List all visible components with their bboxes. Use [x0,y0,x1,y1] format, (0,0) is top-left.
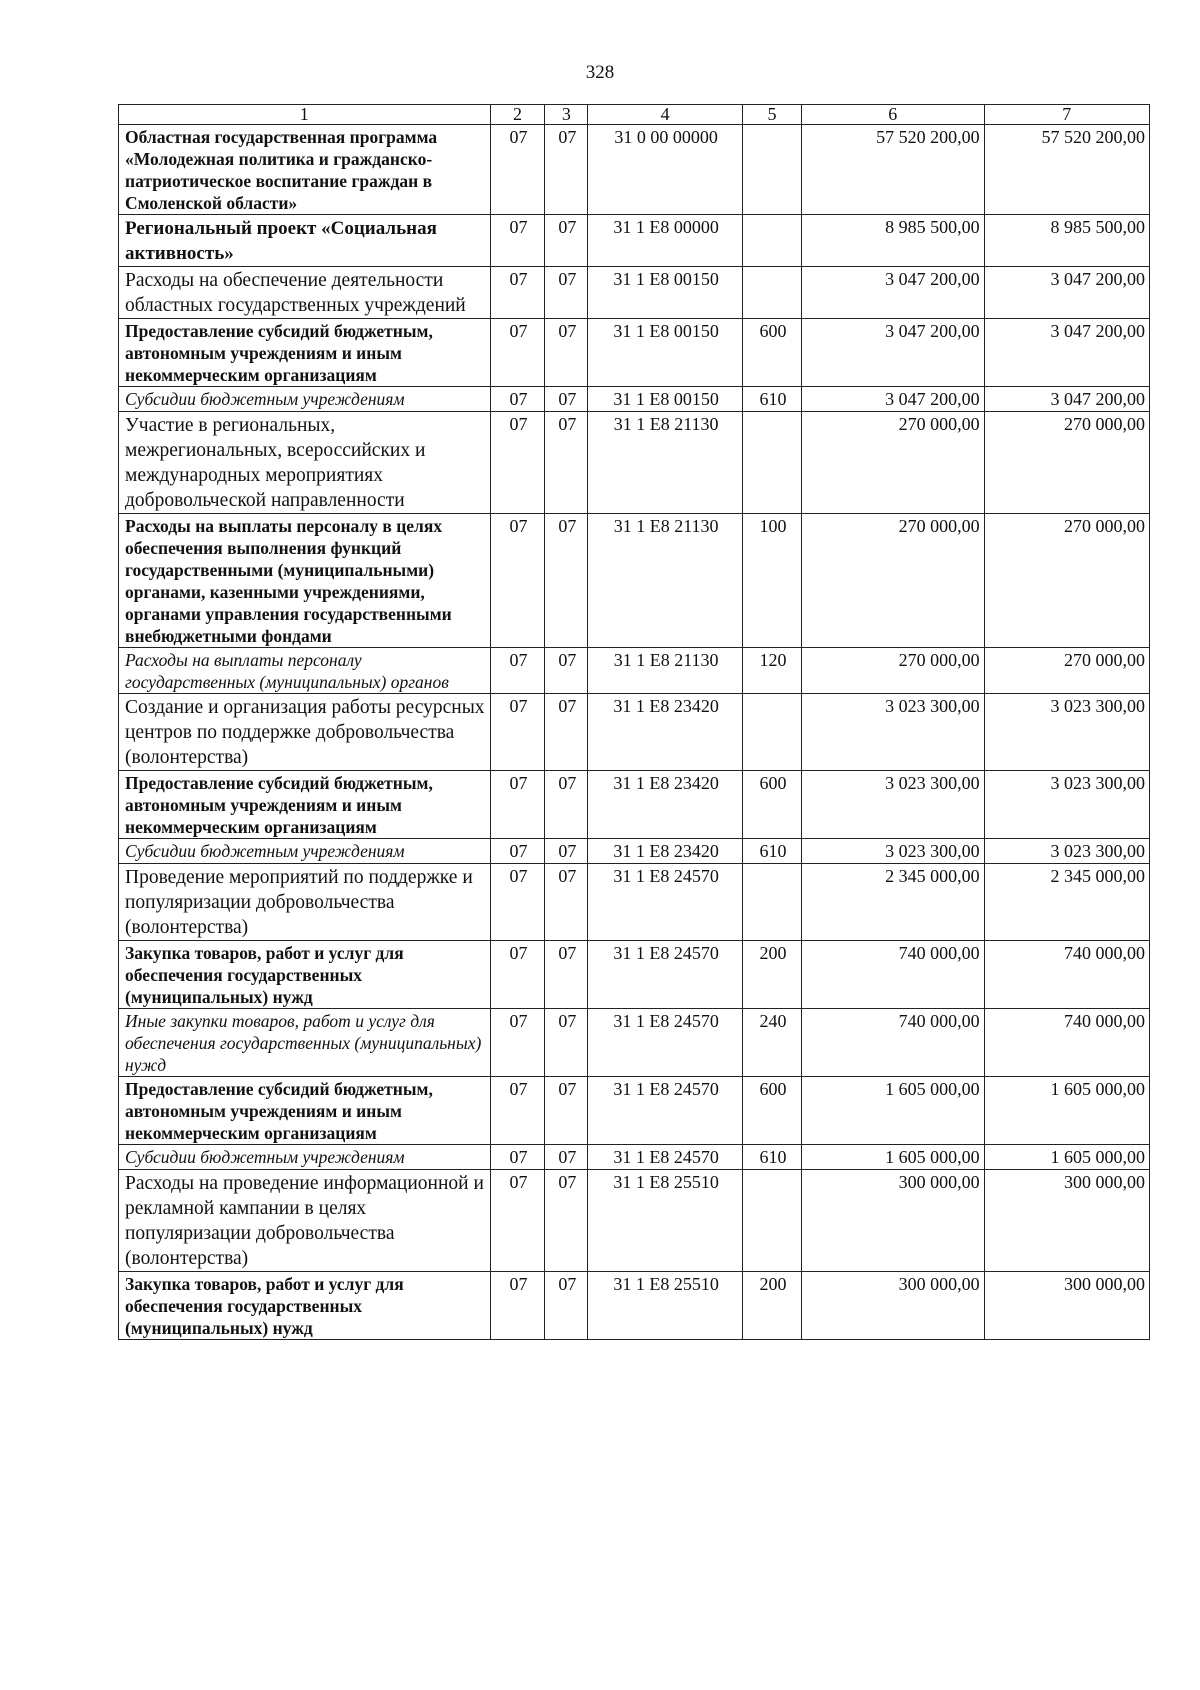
amount-year-2: 300 000,00 [984,1272,1149,1340]
subsection-code: 07 [545,839,588,864]
table-row [119,215,1150,267]
budget-item-name: Региональный проект «Социальная активность» [119,215,491,267]
section-code: 07 [490,215,545,267]
amount-year-2: 3 023 300,00 [984,839,1149,864]
amount-year-1: 3 047 200,00 [802,267,985,319]
target-article-code: 31 1 Е8 24570 [588,1009,743,1077]
subsection-code: 07 [545,1170,588,1272]
target-article-code: 31 1 Е8 00150 [588,387,743,412]
expense-type-code: 600 [742,771,801,839]
budget-item-name: Создание и организация работы ресурсных центров по поддержке добровольчества (волонтерства) [119,694,491,771]
section-code: 07 [490,319,545,387]
section-code: 07 [490,1272,545,1340]
target-article-code: 31 1 Е8 00150 [588,319,743,387]
expense-type-code [742,215,801,267]
amount-year-1: 740 000,00 [802,941,985,1009]
target-article-code: 31 0 00 00000 [588,125,743,215]
target-article-code: 31 1 Е8 24570 [588,1145,743,1170]
amount-year-1: 740 000,00 [802,1009,985,1077]
amount-year-1: 3 047 200,00 [802,387,985,412]
target-article-code: 31 1 Е8 23420 [588,771,743,839]
budget-item-name: Расходы на обеспечение деятельности областных государственных учреждений [119,267,491,319]
subsection-code: 07 [545,387,588,412]
amount-year-1: 270 000,00 [802,412,985,514]
page-number: 328 [585,62,615,83]
amount-year-2: 300 000,00 [984,1170,1149,1272]
table-row [119,514,1150,648]
subsection-code: 07 [545,648,588,694]
amount-year-1: 3 047 200,00 [802,319,985,387]
amount-year-2: 3 023 300,00 [984,771,1149,839]
column-header-4: 4 [588,105,743,125]
table-row [119,1170,1150,1272]
table-row [119,1077,1150,1145]
target-article-code: 31 1 Е8 23420 [588,839,743,864]
section-code: 07 [490,1077,545,1145]
table-row [119,694,1150,771]
section-code: 07 [490,694,545,771]
budget-item-name: Расходы на выплаты персоналу в целях обеспечения выполнения функций государственными (муниципальными) органами, казенными учреждениями, органами управления государственными внебюджетными фондами [119,514,491,648]
expense-type-code [742,1170,801,1272]
budget-item-name: Участие в региональных, межрегиональных, всероссийских и международных мероприятиях добровольческой направленности [119,412,491,514]
section-code: 07 [490,267,545,319]
amount-year-1: 1 605 000,00 [802,1145,985,1170]
budget-item-name: Расходы на выплаты персоналу государственных (муниципальных) органов [119,648,491,694]
section-code: 07 [490,864,545,941]
expense-type-code: 600 [742,1077,801,1145]
expense-type-code [742,125,801,215]
table-row [119,864,1150,941]
target-article-code: 31 1 Е8 23420 [588,694,743,771]
subsection-code: 07 [545,1009,588,1077]
table-row [119,839,1150,864]
section-code: 07 [490,1145,545,1170]
subsection-code: 07 [545,864,588,941]
budget-item-name: Расходы на проведение информационной и рекламной кампании в целях популяризации добровольчества (волонтерства) [119,1170,491,1272]
expense-type-code: 100 [742,514,801,648]
section-code: 07 [490,125,545,215]
budget-item-name: Субсидии бюджетным учреждениям [119,387,491,412]
amount-year-2: 270 000,00 [984,648,1149,694]
section-code: 07 [490,839,545,864]
section-code: 07 [490,941,545,1009]
table-row [119,648,1150,694]
target-article-code: 31 1 Е8 21130 [588,412,743,514]
column-header-7: 7 [984,105,1149,125]
expense-type-code: 610 [742,387,801,412]
target-article-code: 31 1 Е8 00150 [588,267,743,319]
amount-year-2: 3 047 200,00 [984,267,1149,319]
subsection-code: 07 [545,771,588,839]
amount-year-1: 3 023 300,00 [802,694,985,771]
table-row [119,412,1150,514]
column-number-row [119,105,1150,125]
expense-type-code: 240 [742,1009,801,1077]
amount-year-1: 300 000,00 [802,1272,985,1340]
section-code: 07 [490,1170,545,1272]
budget-item-name: Закупка товаров, работ и услуг для обеспечения государственных (муниципальных) нужд [119,1272,491,1340]
column-header-1: 1 [119,105,491,125]
budget-item-name: Субсидии бюджетным учреждениям [119,839,491,864]
expense-type-code: 200 [742,941,801,1009]
subsection-code: 07 [545,941,588,1009]
table-row [119,1145,1150,1170]
amount-year-1: 270 000,00 [802,648,985,694]
amount-year-2: 740 000,00 [984,1009,1149,1077]
subsection-code: 07 [545,1077,588,1145]
target-article-code: 31 1 Е8 24570 [588,941,743,1009]
expense-type-code [742,412,801,514]
amount-year-2: 270 000,00 [984,412,1149,514]
section-code: 07 [490,514,545,648]
table-row [119,319,1150,387]
amount-year-1: 57 520 200,00 [802,125,985,215]
target-article-code: 31 1 Е8 25510 [588,1170,743,1272]
amount-year-2: 1 605 000,00 [984,1145,1149,1170]
section-code: 07 [490,648,545,694]
subsection-code: 07 [545,125,588,215]
amount-year-2: 1 605 000,00 [984,1077,1149,1145]
expense-type-code: 600 [742,319,801,387]
table-row [119,387,1150,412]
subsection-code: 07 [545,514,588,648]
budget-item-name: Предоставление субсидий бюджетным, автономным учреждениям и иным некоммерческим организациям [119,319,491,387]
subsection-code: 07 [545,1145,588,1170]
expense-type-code [742,267,801,319]
budget-item-name: Предоставление субсидий бюджетным, автономным учреждениям и иным некоммерческим организациям [119,1077,491,1145]
subsection-code: 07 [545,319,588,387]
expense-type-code [742,864,801,941]
budget-item-name: Предоставление субсидий бюджетным, автономным учреждениям и иным некоммерческим организациям [119,771,491,839]
target-article-code: 31 1 Е8 00000 [588,215,743,267]
amount-year-2: 740 000,00 [984,941,1149,1009]
section-code: 07 [490,771,545,839]
amount-year-1: 3 023 300,00 [802,839,985,864]
amount-year-2: 270 000,00 [984,514,1149,648]
amount-year-2: 8 985 500,00 [984,215,1149,267]
table-row [119,1272,1150,1340]
budget-item-name: Проведение мероприятий по поддержке и популяризации добровольчества (волонтерства) [119,864,491,941]
budget-item-name: Закупка товаров, работ и услуг для обеспечения государственных (муниципальных) нужд [119,941,491,1009]
table-row [119,125,1150,215]
budget-item-name: Иные закупки товаров, работ и услуг для обеспечения государственных (муниципальных) нужд [119,1009,491,1077]
amount-year-2: 2 345 000,00 [984,864,1149,941]
subsection-code: 07 [545,267,588,319]
expense-type-code: 610 [742,1145,801,1170]
column-header-3: 3 [545,105,588,125]
column-header-6: 6 [802,105,985,125]
subsection-code: 07 [545,1272,588,1340]
table-row [119,1009,1150,1077]
section-code: 07 [490,412,545,514]
table-row [119,267,1150,319]
subsection-code: 07 [545,412,588,514]
budget-table [118,104,1150,1340]
target-article-code: 31 1 Е8 24570 [588,864,743,941]
section-code: 07 [490,1009,545,1077]
amount-year-1: 3 023 300,00 [802,771,985,839]
budget-item-name: Субсидии бюджетным учреждениям [119,1145,491,1170]
section-code: 07 [490,387,545,412]
target-article-code: 31 1 Е8 21130 [588,514,743,648]
expense-type-code [742,694,801,771]
column-header-2: 2 [490,105,545,125]
amount-year-1: 1 605 000,00 [802,1077,985,1145]
amount-year-1: 2 345 000,00 [802,864,985,941]
table-row [119,771,1150,839]
amount-year-2: 3 023 300,00 [984,694,1149,771]
amount-year-1: 270 000,00 [802,514,985,648]
target-article-code: 31 1 Е8 21130 [588,648,743,694]
expense-type-code: 610 [742,839,801,864]
expense-type-code: 120 [742,648,801,694]
amount-year-1: 8 985 500,00 [802,215,985,267]
target-article-code: 31 1 Е8 25510 [588,1272,743,1340]
budget-item-name: Областная государственная программа «Молодежная политика и гражданско-патриотическое воспитание граждан в Смоленской области» [119,125,491,215]
amount-year-2: 3 047 200,00 [984,387,1149,412]
amount-year-1: 300 000,00 [802,1170,985,1272]
target-article-code: 31 1 Е8 24570 [588,1077,743,1145]
subsection-code: 07 [545,694,588,771]
table-row [119,941,1150,1009]
subsection-code: 07 [545,215,588,267]
amount-year-2: 57 520 200,00 [984,125,1149,215]
amount-year-2: 3 047 200,00 [984,319,1149,387]
expense-type-code: 200 [742,1272,801,1340]
column-header-5: 5 [742,105,801,125]
